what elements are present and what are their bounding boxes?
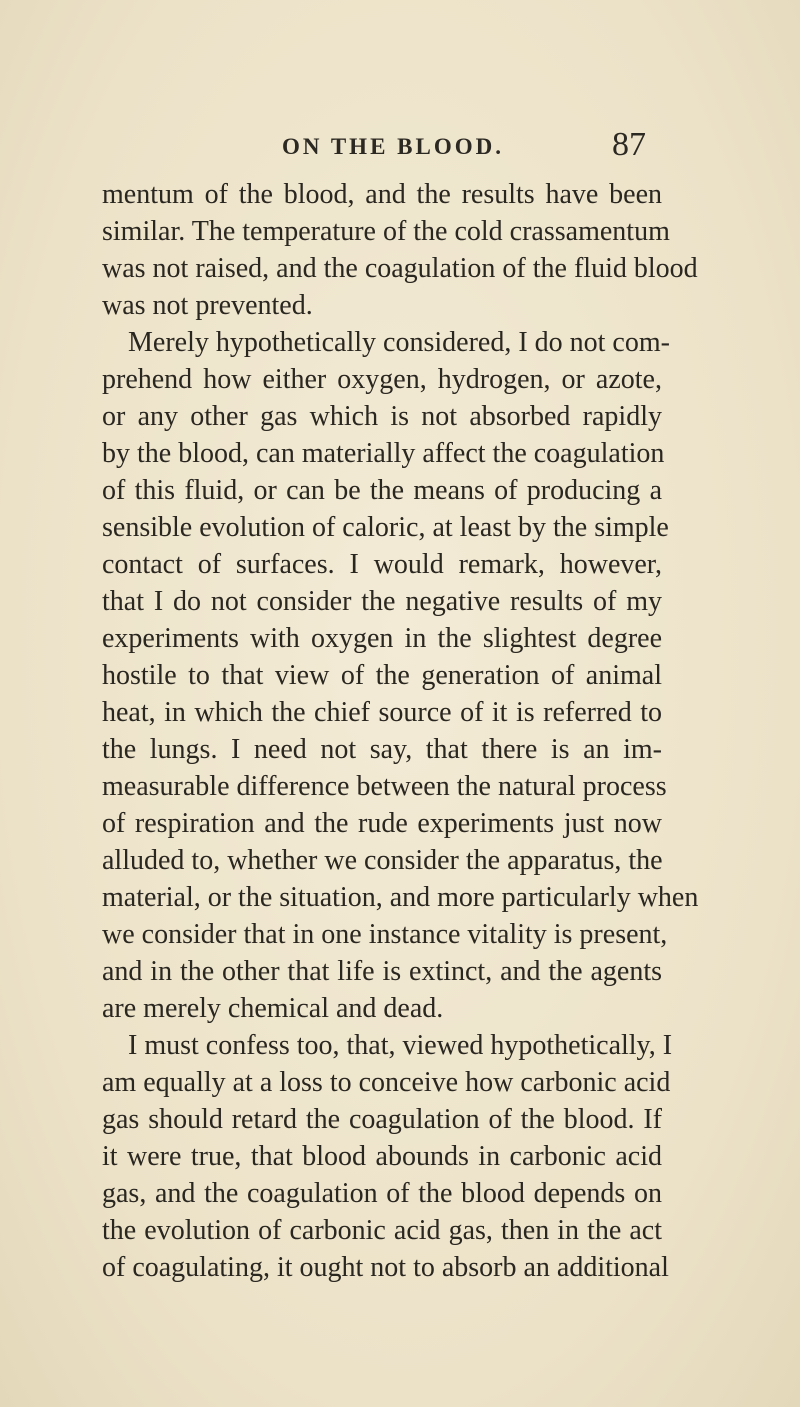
text-line: was not raised, and the coagulation of the fluid blood: [102, 253, 698, 284]
text-line: that I do not consider the negative results of my: [102, 586, 662, 617]
text-line: heat, in which the chief source of it is referred to: [102, 697, 662, 728]
text-line: or any other gas which is not absorbed rapidly: [102, 401, 662, 432]
body-text: [102, 176, 699, 1286]
text-line: material, or the situation, and more particularly when: [102, 882, 699, 913]
running-head: [0, 126, 800, 166]
text-line: prehend how either oxygen, hydrogen, or azote,: [102, 364, 662, 395]
text-line: are merely chemical and dead.: [102, 993, 444, 1024]
text-line: by the blood, can materially affect the coagulation: [102, 438, 665, 469]
text-line: the evolution of carbonic acid gas, then in the act: [102, 1215, 662, 1246]
text-line: I must confess too, that, viewed hypothetically, I: [128, 1030, 673, 1061]
text-line: of respiration and the rude experiments just now: [102, 808, 662, 839]
text-line: and in the other that life is extinct, and the agents: [102, 956, 662, 987]
text-line: was not prevented.: [102, 290, 313, 321]
text-line: am equally at a loss to conceive how carbonic acid: [102, 1067, 671, 1098]
text-line: alluded to, whether we consider the apparatus, the: [102, 845, 663, 876]
text-line: gas, and the coagulation of the blood depends on: [102, 1178, 662, 1209]
text-line: gas should retard the coagulation of the blood. If: [102, 1104, 662, 1135]
text-line: mentum of the blood, and the results have been: [102, 179, 662, 210]
text-line: Merely hypothetically considered, I do not com-: [128, 327, 670, 358]
text-line: of this fluid, or can be the means of producing a: [102, 475, 662, 506]
text-line: it were true, that blood abounds in carbonic acid: [102, 1141, 662, 1172]
text-line: the lungs. I need not say, that there is an im-: [102, 734, 662, 765]
text-line: experiments with oxygen in the slightest degree: [102, 623, 662, 654]
text-line: we consider that in one instance vitality is present,: [102, 919, 668, 950]
running-title: ON THE BLOOD.: [282, 134, 504, 159]
text-line: hostile to that view of the generation of animal: [102, 660, 662, 691]
page-number: 87: [612, 126, 646, 163]
text-line: of coagulating, it ought not to absorb an additional: [102, 1252, 669, 1283]
text-line: measurable difference between the natural process: [102, 771, 667, 802]
text-line: contact of surfaces. I would remark, however,: [102, 549, 662, 580]
text-line: sensible evolution of caloric, at least by the simple: [102, 512, 669, 543]
text-line: similar. The temperature of the cold crassamentum: [102, 216, 670, 247]
